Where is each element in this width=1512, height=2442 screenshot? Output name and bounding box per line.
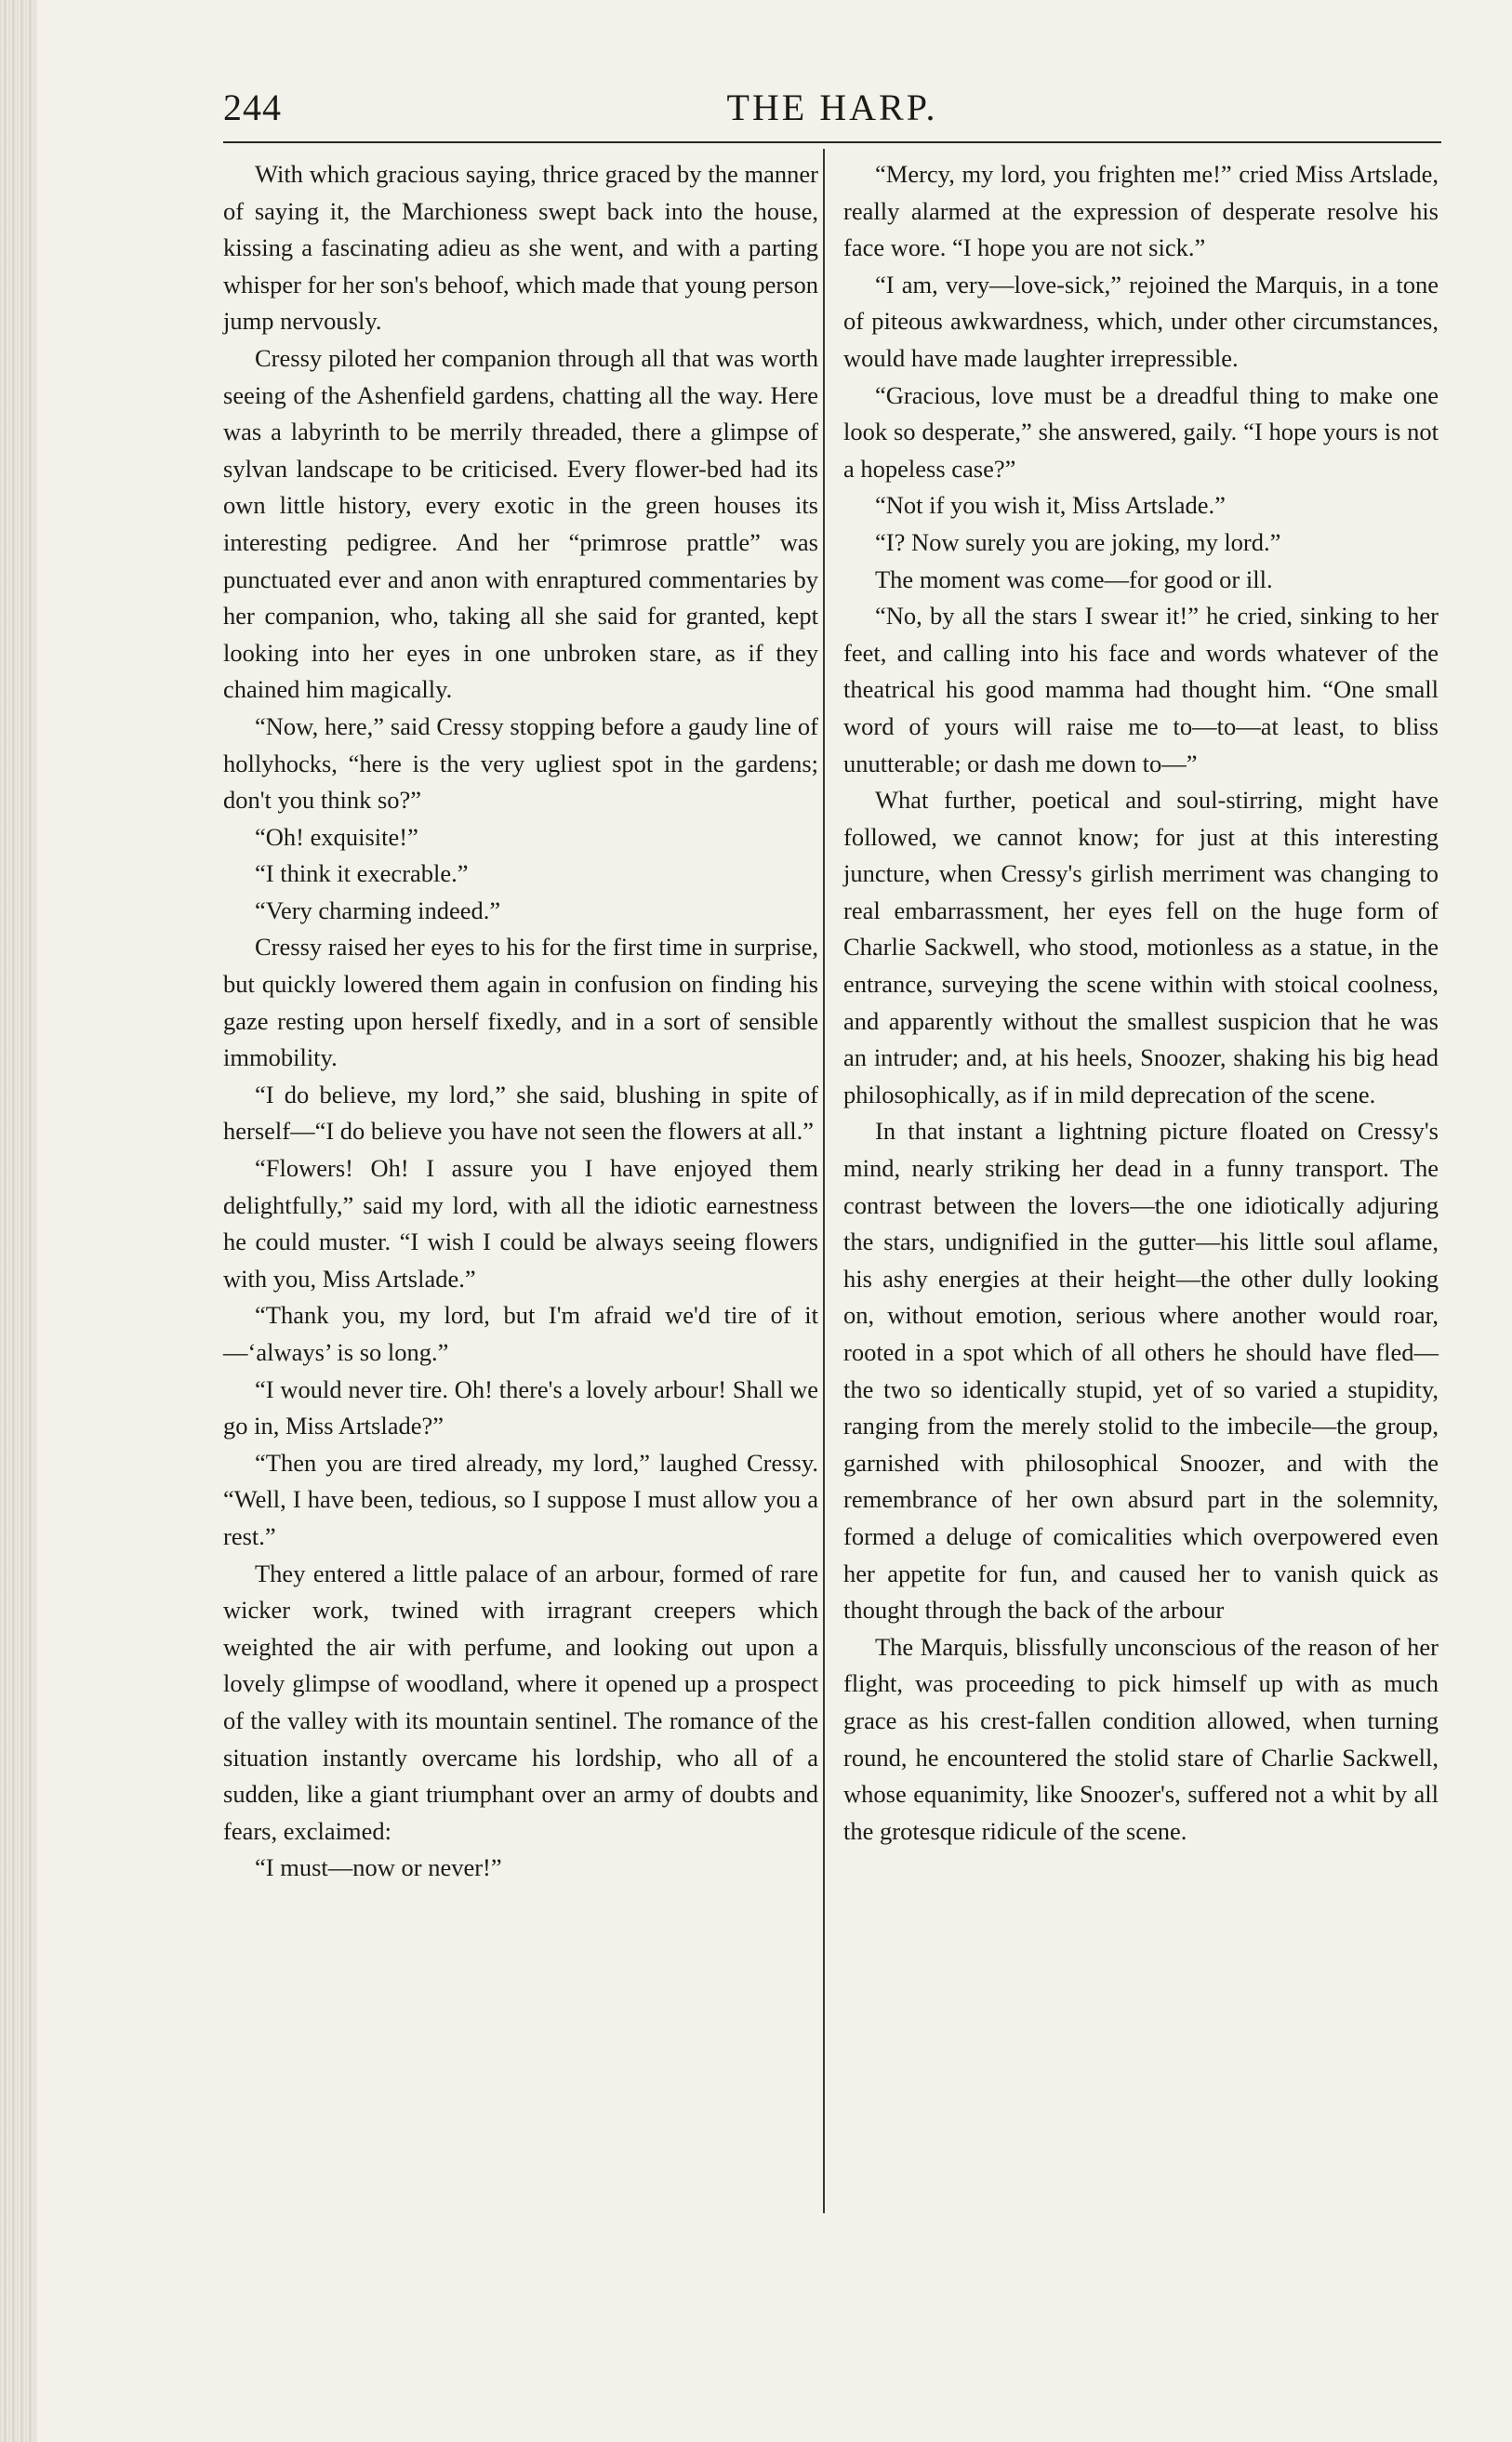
paragraph: “Thank you, my lord, but I'm afraid we'd tire of it—‘always’ is so long.” (223, 1301, 818, 1366)
column-divider (823, 149, 825, 2213)
binding-edge (0, 0, 37, 2442)
paragraph: With which gracious saying, thrice graced by the manner of saying it, the Marchioness swept back into the house, kissing a fascinating adieu as she went, and with a parting whisper for her son's behoof, which made that young person jump nervously. (223, 160, 818, 336)
paragraph: “No, by all the stars I swear it!” he cried, sinking to her feet, and calling into his face and words whatever of the theatrical his good mamma had thought him. “One small word of yours will raise me to—to—at least, to bliss unutterable; or dash me down to—” (843, 602, 1439, 777)
paragraph: “Flowers! Oh! I assure you I have enjoyed them delightfully,” said my lord, with all the idiotic earnestness he could muster. “I wish I could be always seeing flowers with you, Miss Artslade.” (223, 1154, 818, 1293)
paragraph: Cressy raised her eyes to his for the first time in surprise, but quickly lowered them again in confusion on finding his gaze resting upon herself fixedly, and in a sort of sensible immobility. (223, 933, 818, 1072)
paragraph: “I must—now or never!” (255, 1853, 502, 1882)
paragraph: “Gracious, love must be a dreadful thing to make one look so desperate,” she answered, gaily. “I hope yours is not a hopeless case?” (843, 380, 1439, 483)
left-column (223, 156, 818, 1887)
paragraph: “I would never tire. Oh! there's a lovely arbour! Shall we go in, Miss Artslade?” (223, 1374, 818, 1440)
paragraph: “Now, here,” said Cressy stopping before a gaudy line of hollyhocks, “here is the very ugliest spot in the gardens; don't you think so?” (223, 711, 818, 815)
paragraph: “Very charming indeed.” (255, 896, 501, 924)
paragraph: They entered a little palace of an arbour, formed of rare wicker work, twined with irragrant creepers which weighted the air with perfume, and looking out upon a lovely glimpse of woodland, where it opened up a prospect of the valley with its mountain sentinel. The romance of the situation instantly overcame his lordship, who all of a sudden, like a giant triumphant over an army of doubts and fears, exclaimed: (223, 1559, 818, 1845)
paragraph: “Mercy, my lord, you frighten me!” cried Miss Artslade, really alarmed at the expression of desperate resolve his face wore. “I hope you are not sick.” (843, 160, 1439, 262)
paragraph: “Oh! exquisite!” (255, 822, 418, 851)
page-number: 244 (223, 86, 282, 128)
paragraph: Cressy piloted her companion through all that was worth seeing of the Ashenfield gardens, chatting all the way. Here was a labyrinth to be merrily threaded, there a glimpse of sylvan landscape to be criticised. Every flower-bed had its own little history, every exotic in the green houses its interesting pedigree. And her “primrose prattle” was punctuated ever and anon with enraptured commentaries by her companion, who, taking all she said for granted, kept looking into her eyes in one unbroken stare, as if they chained him magically. (223, 343, 818, 704)
paragraph: What further, poetical and soul-stirring, might have followed, we cannot know; for just at this interesting juncture, when Cressy's girlish merriment was changing to real embarrassment, her eyes fell on the huge form of Charlie Sackwell, who stood, motionless as a statue, in the entrance, surveying the scene within with stoical coolness, and apparently without the smallest suspicion that he was an intruder; and, at his heels, Snoozer, shaking his big head philosophically, as if in mild deprecation of the scene. (843, 786, 1439, 1108)
paragraph: The Marquis, blissfully unconscious of the reason of her flight, was proceeding to pick himself up with as much grace as his crest-fallen condition allowed, when turning round, he encountered the stolid stare of Charlie Sackwell, whose equanimity, like Snoozer's, suffered not a whit by all the grotesque ridicule of the scene. (843, 1632, 1439, 1845)
paragraph: “Then you are tired already, my lord,” laughed Cressy. “Well, I have been, tedious, so I suppose I must allow you a rest.” (223, 1448, 818, 1550)
paragraph: “I do believe, my lord,” she said, blushing in spite of herself—“I do believe you have not seen the flowers at all.” (223, 1080, 818, 1146)
paragraph: The moment was come—for good or ill. (875, 564, 1273, 593)
paragraph: In that instant a lightning picture floated on Cressy's mind, nearly striking her dead in a funny transport. The contrast between the lovers—the one idiotically adjuring the stars, undignified in the gutter—his little soul aflame, his ashy energies at their height—the other dully looking on, without emotion, serious where another would roar, rooted in a spot which of all others he should have fled—the two so identically stupid, yet of so varied a stupidity, ranging from the merely stolid to the imbecile—the group, garnished with philosophical Snoozer, and with the remembrance of her own absurd part in the solemnity, formed a deluge of comicalities which overpowered even her appetite for fun, and caused her to vanish quick as thought through the back of the arbour (843, 1117, 1439, 1625)
paragraph: “Not if you wish it, Miss Artslade.” (875, 491, 1226, 520)
paragraph: “I am, very—love-sick,” rejoined the Marquis, in a tone of piteous awkwardness, which, under other circumstances, would have made laughter irrepressible. (843, 270, 1439, 372)
header-rule (223, 141, 1441, 143)
paragraph: “I think it execrable.” (255, 859, 469, 888)
running-title: THE HARP. (726, 86, 938, 128)
right-column (843, 156, 1439, 1850)
paragraph: “I? Now surely you are joking, my lord.” (875, 527, 1281, 556)
page-header (223, 86, 1441, 138)
